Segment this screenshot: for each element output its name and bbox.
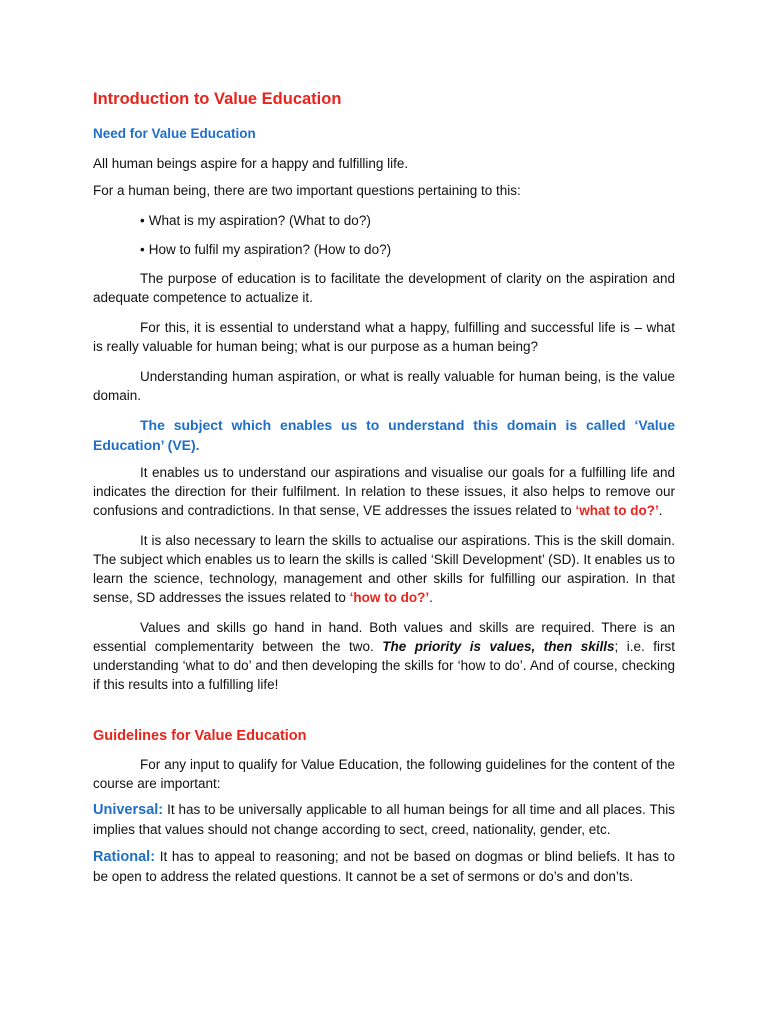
paragraph-2: For a human being, there are two important questions pertaining to this: [93,182,521,198]
rational-guideline: Rational: It has to appeal to reasoning; and not be based on dogmas or blind beliefs. It has to be open to address the related questions. It cannot be a set of sermons or do’s and don’ts. [93,848,675,884]
priority-emphasis: The priority is values, then skills [382,638,615,654]
paragraph-3: The purpose of education is to facilitate the development of clarity on the aspiration and adequate competence to actualize it. [93,270,675,305]
document-page [93,88,675,893]
paragraph-9: For any input to qualify for Value Education, the following guidelines for the content of the course are important: [93,756,675,791]
value-education-callout: The subject which enables us to understand this domain is called ‘Value Education’ (VE). [93,416,675,453]
rational-term: Rational: [93,848,156,865]
how-to-do-highlight: ‘how to do?’ [349,589,430,605]
paragraph-8: Values and skills go hand in hand. Both values and skills are required. There is an essential complementarity between the two. The priority is values, then skills; i.e. first understanding ‘what to do’ and then developing the skills for ‘how to do’. And of course, checking if this results into a fulfilling life! [93,619,675,692]
paragraph-4: For this, it is essential to understand what a happy, fulfilling and successful life is – what is really valuable for human being; what is our purpose as a human being? [93,319,675,354]
universal-term: Universal: [93,802,164,818]
paragraph-1: All human beings aspire for a happy and fulfilling life. [93,156,409,171]
need-heading: Need for Value Education [93,126,256,141]
paragraph-7: It is also necessary to learn the skills to actualise our aspirations. This is the skill domain. The subject which enables us to learn the skills is called ‘Skill Development’ (SD). It enables us to learn the science, technology, management and other skills for fulfilling our aspiration. In that sense, SD addresses the issues related to ‘how to do?’. [93,532,675,605]
guidelines-heading: Guidelines for Value Education [93,727,307,744]
paragraph-6: It enables us to understand our aspirations and visualise our goals for a fulfilling life and indicates the direction for their fulfilment. In relation to these issues, it also helps to remove our confusions and contradictions. In that sense, VE addresses the issues related to ‘what to do?’. [93,464,675,518]
what-to-do-highlight: ‘what to do?’ [575,502,659,518]
bullet-dot-icon: • [140,212,145,228]
paragraph-5: Understanding human aspiration, or what is really valuable for human being, is the value domain. [93,368,675,403]
page-title: Introduction to Value Education [93,90,342,108]
bullet-item-1: • What is my aspiration? (What to do?) [140,212,371,228]
universal-guideline: Universal: It has to be universally applicable to all human beings for all time and all places. This implies that values should not change according to sect, creed, nationality, gender, etc. [93,802,675,837]
bullet-item-2: • How to fulfil my aspiration? (How to do?) [140,241,392,257]
bullet-dot-icon: • [140,241,145,257]
